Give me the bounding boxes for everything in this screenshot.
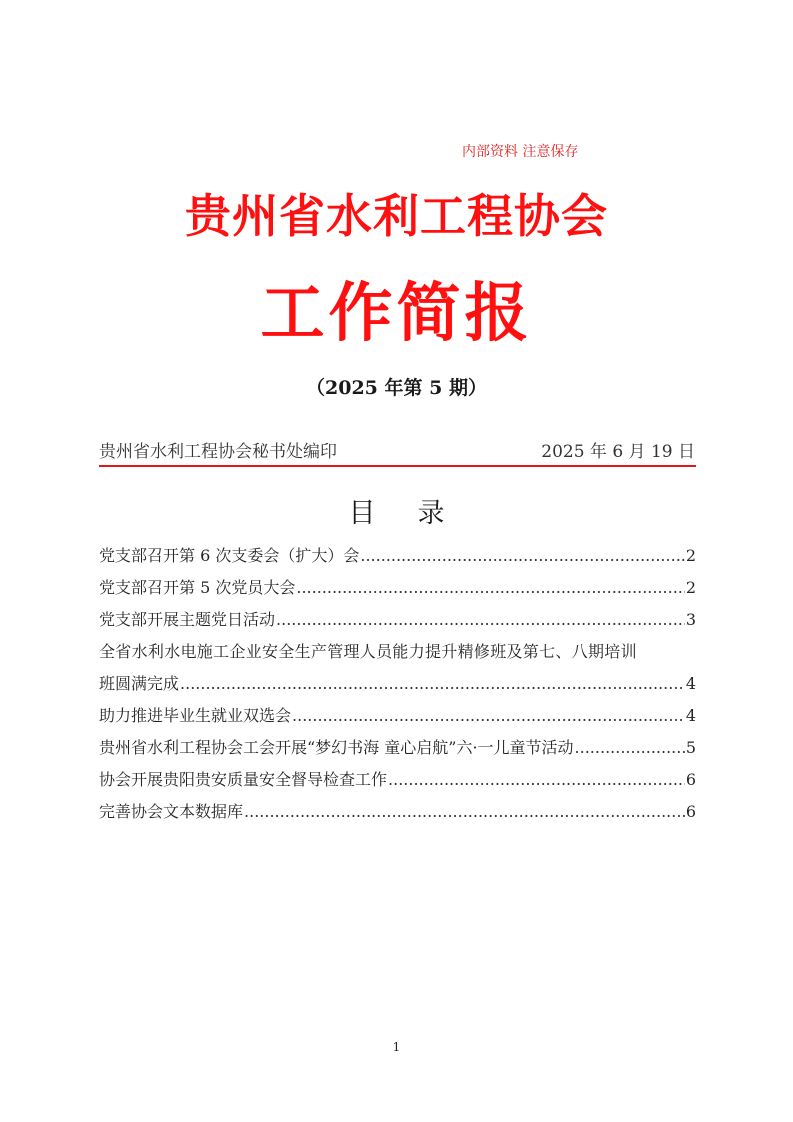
red-divider-line xyxy=(99,465,696,467)
toc-item[interactable] xyxy=(99,764,696,796)
toc-item-page: 3 xyxy=(685,610,696,629)
toc-item-page: 5 xyxy=(685,738,696,757)
toc-item[interactable] xyxy=(99,732,696,764)
toc-leader-dots xyxy=(180,668,685,700)
toc-item[interactable] xyxy=(99,604,696,636)
toc-item-title: 完善协会文本数据库 xyxy=(99,802,244,821)
toc-item-page: 2 xyxy=(685,578,696,597)
toc-leader-dots xyxy=(296,572,684,604)
publication-meta xyxy=(99,440,695,464)
organization-title: 贵州省水利工程协会 xyxy=(185,189,608,243)
page-number: 1 xyxy=(392,1040,401,1054)
toc-item-title: 协会开展贵阳贵安质量安全督导检查工作 xyxy=(99,770,388,789)
toc-item-page: 4 xyxy=(685,706,696,725)
toc-item[interactable] xyxy=(99,700,696,732)
toc-leader-dots xyxy=(575,732,685,764)
toc-leader-dots xyxy=(292,700,685,732)
editor-line: 贵州省水利工程协会秘书处编印 xyxy=(99,442,337,462)
publication-title: 工作简报 xyxy=(260,276,533,351)
classification-label: 内部资料 注意保存 xyxy=(462,144,579,160)
toc-item-page: 6 xyxy=(685,770,696,789)
toc-item[interactable] xyxy=(99,572,696,604)
toc-item-title: 党支部召开第 5 次党员大会 xyxy=(99,578,296,597)
toc-leader-dots xyxy=(360,540,684,572)
toc-item-title: 贵州省水利工程协会工会开展“梦幻书海 童心启航”六·一儿童节活动 xyxy=(99,738,574,757)
toc-item[interactable] xyxy=(99,796,696,828)
toc-item-title: 助力推进毕业生就业双选会 xyxy=(99,706,292,725)
publish-date: 2025 年 6 月 19 日 xyxy=(541,442,695,462)
toc-leader-dots xyxy=(276,604,685,636)
toc-item[interactable] xyxy=(99,636,696,700)
table-of-contents xyxy=(99,540,696,828)
toc-item[interactable] xyxy=(99,540,696,572)
issue-number: （2025 年第 5 期） xyxy=(306,377,487,399)
toc-item-title: 班圆满完成 xyxy=(99,674,180,693)
toc-item-page: 2 xyxy=(685,546,696,565)
toc-item-page: 4 xyxy=(685,674,696,693)
toc-item-title: 党支部召开第 6 次支委会（扩大）会 xyxy=(99,546,360,565)
toc-leader-dots xyxy=(388,764,685,796)
toc-item-page: 6 xyxy=(685,802,696,821)
toc-item-title: 党支部开展主题党日活动 xyxy=(99,610,276,629)
toc-leader-dots xyxy=(244,796,685,828)
toc-item-title-line1: 全省水利水电施工企业安全生产管理人员能力提升精修班及第七、八期培训 xyxy=(99,642,637,661)
toc-heading: 目录 xyxy=(348,498,487,529)
